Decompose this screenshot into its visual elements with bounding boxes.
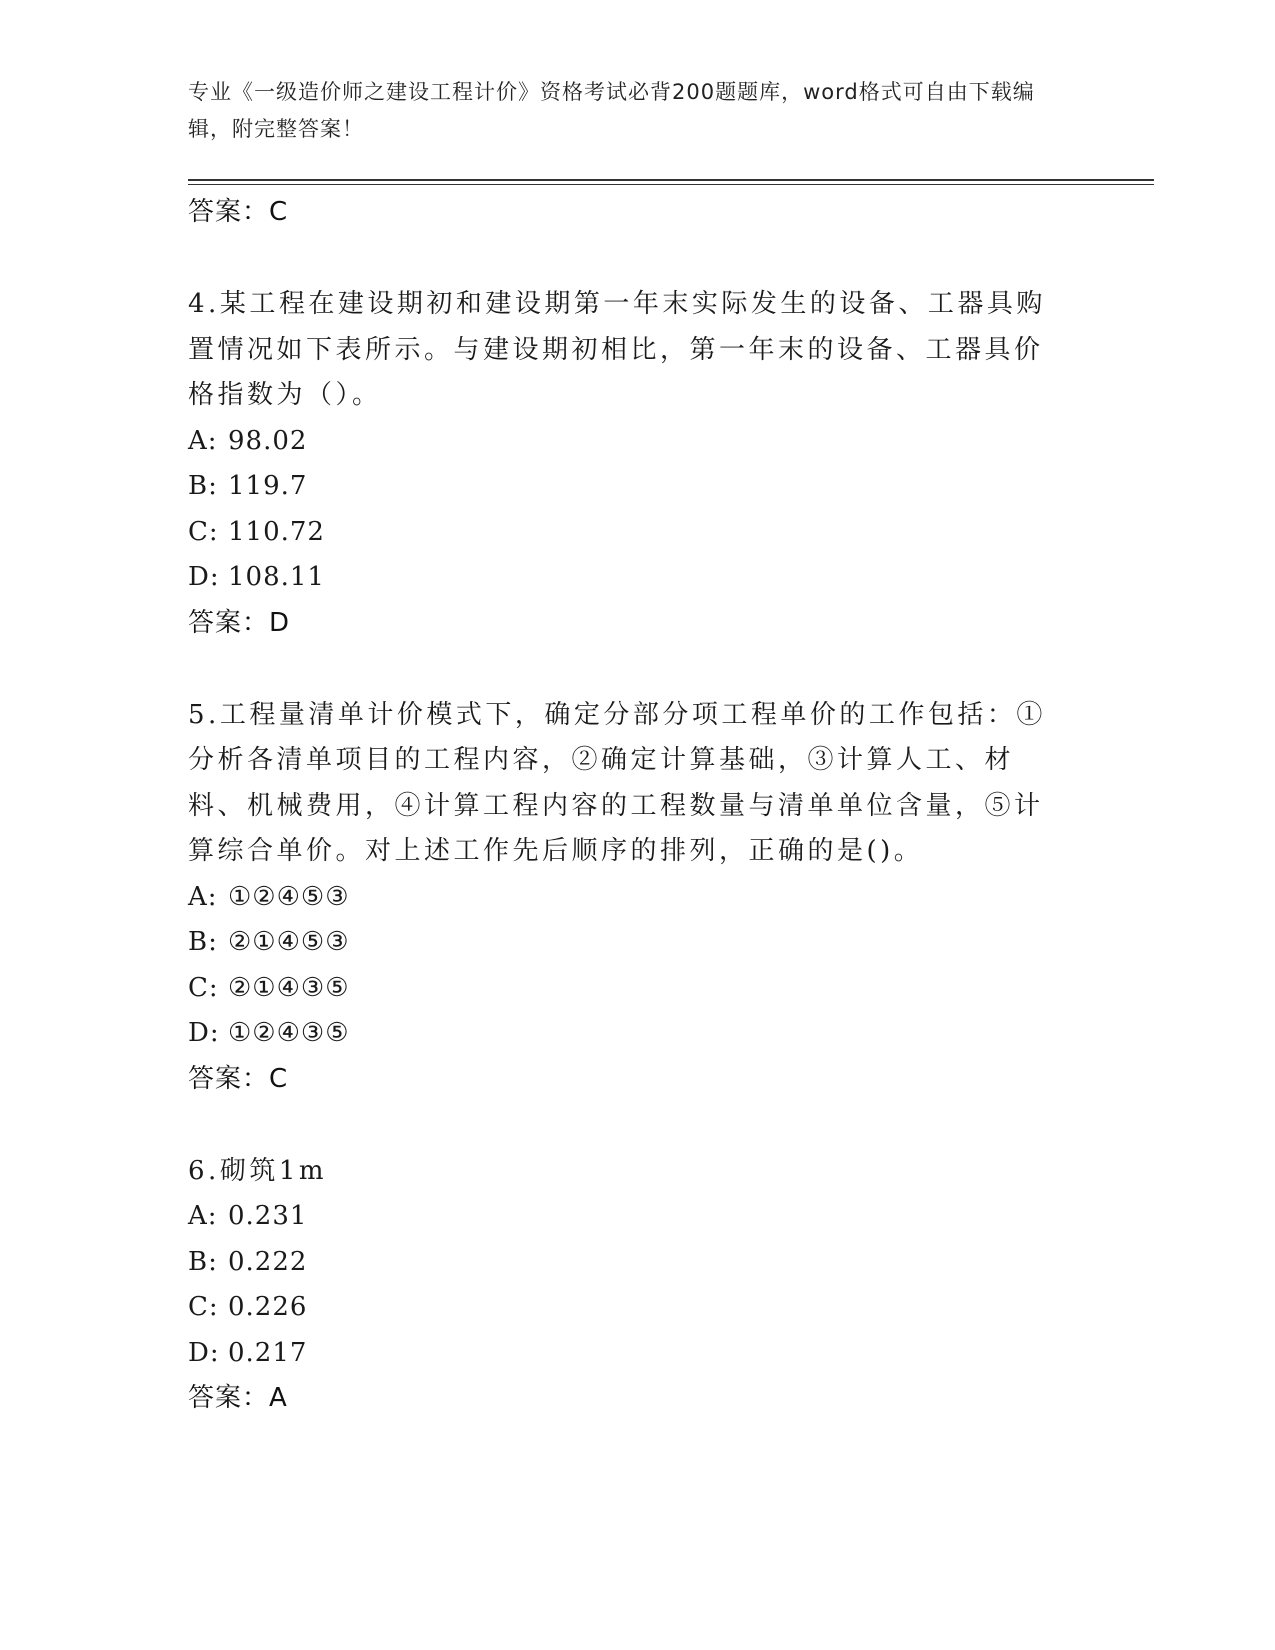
header-divider-thin — [188, 184, 1154, 185]
option-a — [188, 419, 1068, 465]
option-a — [188, 875, 1068, 921]
question-block — [188, 282, 1068, 646]
option-letter: C: — [188, 972, 219, 1003]
question-text: 工程量清单计价模式下，确定分部分项工程单价的工作包括：①分析各清单项目的工程内容，②确定计算基础，③计算人工、材料、机械费用，④计算工程内容的工程数量与清单单位含量，⑤计算综合单价。对上述工作先后顺序的排列，正确的是()。 — [188, 699, 1046, 866]
option-text: 0.226 — [228, 1292, 308, 1322]
option-letter: D: — [188, 1337, 220, 1368]
answer-value: C — [269, 197, 289, 227]
question-stem — [188, 693, 1068, 875]
question-answer — [188, 601, 1068, 646]
option-text: 0.217 — [228, 1337, 308, 1368]
question-number: 6. — [188, 1155, 220, 1186]
option-d — [188, 1331, 1068, 1377]
option-text: 0.222 — [228, 1246, 308, 1277]
option-letter: C: — [188, 516, 219, 547]
answer-value: C — [269, 1063, 289, 1094]
option-letter: B: — [188, 1246, 218, 1277]
question-stem — [188, 282, 1068, 419]
question-text: 砌筑1m — [219, 1155, 328, 1186]
answer-prefix: 答案： — [188, 197, 270, 227]
option-letter: D: — [188, 562, 220, 592]
answer-value: A — [269, 1383, 288, 1413]
option-text: ②①④③⑤ — [228, 972, 350, 1003]
option-text: ①②④⑤③ — [228, 881, 350, 912]
option-c — [188, 510, 1068, 556]
header-divider-thick — [188, 179, 1154, 181]
previous-answer — [188, 190, 1068, 235]
option-c — [188, 1285, 1068, 1331]
answer-prefix: 答案： — [188, 1063, 270, 1094]
option-letter: B: — [188, 927, 218, 957]
document-header: 专业《一级造价师之建设工程计价》资格考试必背200题题库，word格式可自由下载编辑，附完整答案！ — [188, 80, 1035, 141]
question-number: 4. — [188, 289, 220, 319]
option-d — [188, 1011, 1068, 1057]
question-stem — [188, 1149, 1068, 1195]
option-b — [188, 464, 1068, 510]
question-block — [188, 693, 1068, 1102]
option-text: 0.231 — [228, 1201, 308, 1231]
option-letter: B: — [188, 471, 218, 501]
spacer — [188, 646, 1068, 693]
option-text: 108.11 — [228, 562, 325, 592]
option-letter: D: — [188, 1018, 220, 1048]
option-letter: A: — [188, 1201, 218, 1231]
option-b — [188, 920, 1068, 966]
spacer — [188, 1102, 1068, 1149]
answer-prefix: 答案： — [188, 607, 270, 638]
option-text: ①②④③⑤ — [228, 1018, 350, 1048]
answer-prefix: 答案： — [188, 1383, 270, 1413]
option-letter: C: — [188, 1292, 219, 1322]
option-text: 110.72 — [228, 516, 325, 547]
option-text: 119.7 — [228, 471, 308, 501]
question-number: 5. — [188, 699, 220, 730]
question-block — [188, 1149, 1068, 1422]
spacer — [188, 235, 1068, 282]
answer-value: D — [269, 607, 291, 638]
option-c — [188, 966, 1068, 1012]
option-a — [188, 1194, 1068, 1240]
option-d — [188, 555, 1068, 601]
option-text: 98.02 — [228, 425, 308, 456]
option-text: ②①④⑤③ — [228, 927, 350, 957]
question-answer — [188, 1376, 1068, 1421]
option-letter: A: — [188, 425, 218, 456]
question-list — [188, 190, 1068, 1421]
question-answer — [188, 1057, 1068, 1102]
question-text: 某工程在建设期初和建设期第一年末实际发生的设备、工器具购置情况如下表所示。与建设期初相比，第一年末的设备、工器具价格指数为（）。 — [188, 289, 1046, 410]
option-letter: A: — [188, 881, 218, 912]
option-b — [188, 1240, 1068, 1286]
